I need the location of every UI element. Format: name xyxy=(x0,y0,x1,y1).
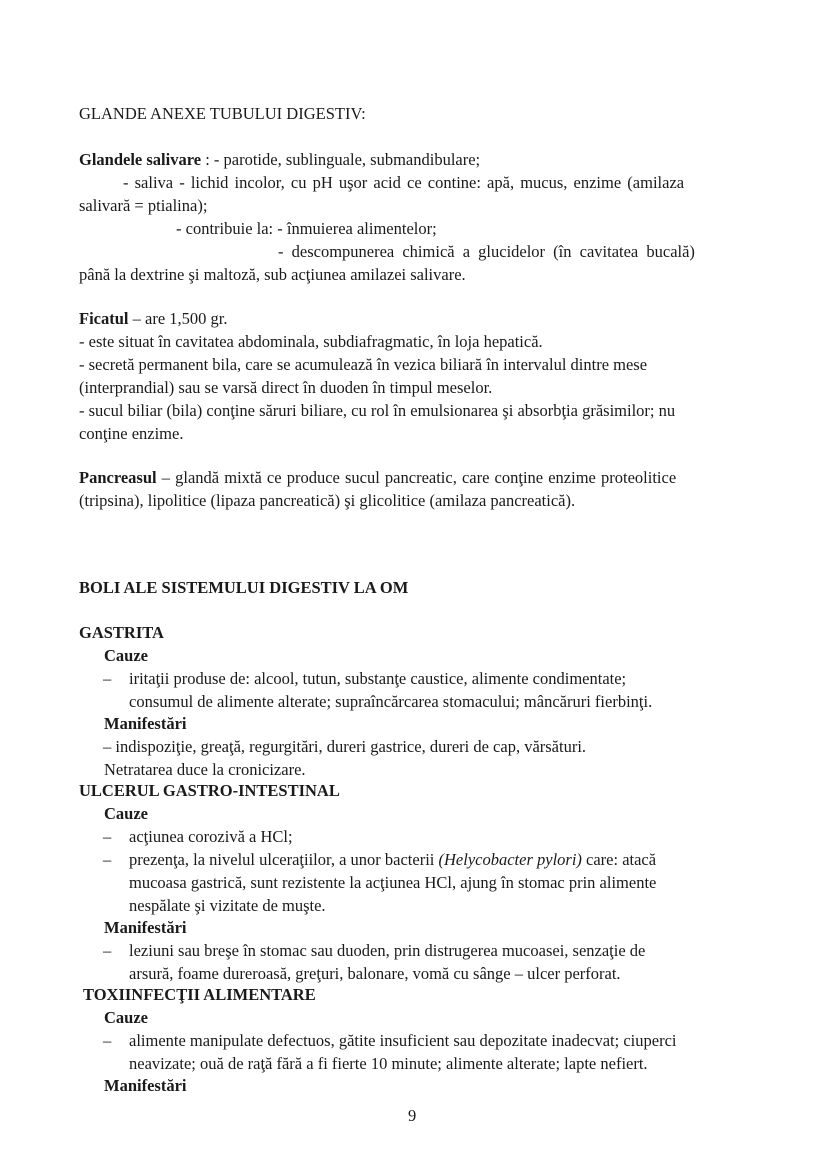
ficat-line-2: - este situat în cavitatea abdominala, subdiafragmatic, în loja hepatică. xyxy=(79,332,543,351)
toxi-manifestari-text: Manifestări xyxy=(104,1076,187,1095)
gastrita-manifestari-line-1: – indispoziţie, greaţă, regurgitări, dureri gastrice, dureri de cap, vărsături. xyxy=(103,737,587,756)
pancreas-text-1: – glandă mixtă ce produce sucul pancreatic, care conţine enzime proteolitice xyxy=(156,468,677,487)
salivare-line-1 xyxy=(79,150,480,170)
salivare-text-2: - saliva - lichid incolor, cu pH uşor acid ce contine: apă, mucus, enzime (amilaza xyxy=(123,173,685,192)
gastrita-cauze-line-1: iritaţii produse de: alcool, tutun, substanţe caustice, alimente condimentate; xyxy=(129,669,627,688)
salivare-text-1: : - parotide, sublinguale, submandibulare; xyxy=(201,150,481,169)
pancreas-title: Pancreasul xyxy=(79,468,157,487)
ficat-title: Ficatul xyxy=(79,309,129,328)
gastrita-cauze-text: Cauze xyxy=(104,646,148,665)
toxi-title-text: TOXIINFECŢII ALIMENTARE xyxy=(83,985,316,1004)
toxi-cauze-line-1: alimente manipulate defectuos, gătite insuficient sau depozitate inadecvat; ciuperci xyxy=(129,1031,677,1050)
ulcer-dash-1: – xyxy=(103,827,112,846)
salivare-line-2 xyxy=(123,173,749,193)
gastrita-title xyxy=(79,623,164,643)
ulcer-cauze-label xyxy=(104,804,148,824)
boli-heading-text: BOLI ALE SISTEMULUI DIGESTIV LA OM xyxy=(79,578,409,597)
ficat-line-5: - sucul biliar (bila) conţine săruri biliare, cu rol în emulsionarea şi absorbţia grăsimilor; nu xyxy=(79,401,676,420)
ulcer-title xyxy=(79,781,340,801)
ulcer-cauze-line-2 xyxy=(129,850,656,870)
ulcer-dash-3: – xyxy=(103,941,112,960)
salivare-line-6: până la dextrine şi maltoză, sub acţiunea amilazei salivare. xyxy=(79,265,466,284)
gastrita-manifestari-text: Manifestări xyxy=(104,714,187,733)
ulcer-cauze-line-4: nespălate şi vizitate de muşte. xyxy=(129,896,326,915)
toxi-manifestari-label xyxy=(104,1076,186,1096)
ulcer-cauze-text-2c: care: atacă xyxy=(581,850,657,869)
toxi-title xyxy=(83,985,316,1005)
ulcer-title-text: ULCERUL GASTRO-INTESTINAL xyxy=(79,781,340,800)
ulcer-cauze-text-2a: prezenţa, la nivelul ulceraţiilor, a unor bacterii xyxy=(129,850,439,869)
ulcer-cauze-text: Cauze xyxy=(104,804,148,823)
gastrita-cauze-line-2: consumul de alimente alterate; supraîncărcarea stomacului; mâncăruri fierbinţi. xyxy=(129,692,653,711)
ficat-line-3: - secretă permanent bila, care se acumulează în vezica biliară în intervalul dintre mese xyxy=(79,355,648,374)
toxi-dash-1: – xyxy=(103,1031,112,1050)
gastrita-cauze-label xyxy=(104,646,148,666)
ulcer-manifestari-line-2: arsură, foame dureroasă, greţuri, balonare, vomă cu sânge – ulcer perforat. xyxy=(129,964,621,983)
pancreas-line-1 xyxy=(79,468,676,488)
ulcer-bacteria-name: (Helycobacter pylori) xyxy=(438,850,582,869)
ulcer-cauze-line-1: acţiunea corozivă a HCl; xyxy=(129,827,293,846)
toxi-cauze-text: Cauze xyxy=(104,1008,148,1027)
ficat-line-4: (interprandial) sau se varsă direct în duoden în timpul meselor. xyxy=(79,378,493,397)
section-heading-boli xyxy=(79,578,408,598)
pancreas-line-2: (tripsina), lipolitice (lipaza pancreatică) şi glicolitice (amilaza pancreatică). xyxy=(79,491,576,510)
ulcer-manifestari-text: Manifestări xyxy=(104,918,187,937)
gastrita-title-text: GASTRITA xyxy=(79,623,164,642)
ficat-text-1: – are 1,500 gr. xyxy=(128,309,228,328)
salivare-text-5: - descompunerea chimică a glucidelor (în cavitatea bucală) xyxy=(278,242,695,261)
gastrita-manifestari-label xyxy=(104,714,186,734)
ficat-line-6: conţine enzime. xyxy=(79,424,184,443)
ulcer-cauze-line-3: mucoasa gastrică, sunt rezistente la acţiunea HCl, ajung în stomac prin alimente xyxy=(129,873,657,892)
ulcer-dash-2: – xyxy=(103,850,112,869)
salivare-line-5 xyxy=(278,242,749,262)
ficat-line-1 xyxy=(79,309,227,329)
toxi-cauze-label xyxy=(104,1008,148,1028)
page-number: 9 xyxy=(408,1106,417,1125)
salivare-line-3: salivară = ptialina); xyxy=(79,196,208,215)
salivare-line-4: - contribuie la: - înmuierea alimentelor; xyxy=(176,219,437,238)
toxi-cauze-line-2: neavizate; ouă de raţă fără a fi fierte 10 minute; alimente alterate; lapte nefiert. xyxy=(129,1054,648,1073)
gastrita-dash-1: – xyxy=(103,669,112,688)
gastrita-manifestari-line-2: Netratarea duce la cronicizare. xyxy=(104,760,306,779)
ulcer-manifestari-label xyxy=(104,918,186,938)
section-heading-anexe: GLANDE ANEXE TUBULUI DIGESTIV: xyxy=(79,104,366,123)
ulcer-manifestari-line-1: leziuni sau breşe în stomac sau duoden, prin distrugerea mucoasei, senzaţie de xyxy=(129,941,646,960)
salivare-title: Glandele salivare xyxy=(79,150,202,169)
